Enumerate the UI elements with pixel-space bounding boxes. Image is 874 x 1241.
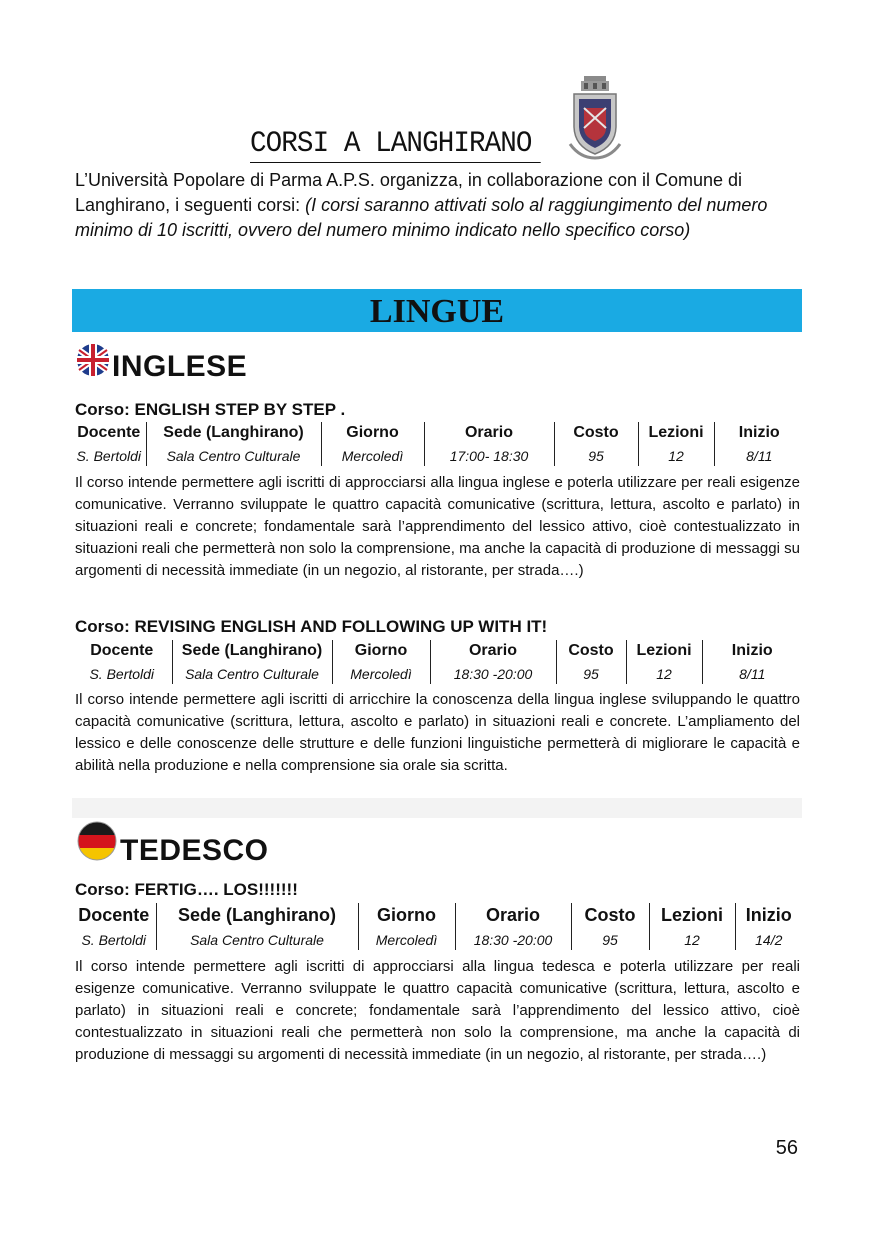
cell-inizio: 14/2: [755, 932, 783, 948]
cell-costo: 95: [554, 446, 638, 466]
header-docente: Docente: [72, 903, 156, 930]
course-name: Corso: FERTIG…. LOS!!!!!!!: [75, 880, 298, 899]
cell-inizio: 8/11: [746, 448, 773, 464]
cell-orario: 17:00- 18:30: [424, 446, 554, 466]
header-lezioni: Lezioni: [638, 422, 714, 446]
section-band-lingue: LINGUE: [72, 289, 802, 332]
table-row: [72, 930, 802, 950]
header-sede: Sede (Langhirano): [146, 422, 321, 446]
cell-docente: S. Bertoldi: [72, 446, 146, 466]
page-title: CORSI A LANGHIRANO: [250, 126, 541, 163]
header-orario: Orario: [455, 903, 571, 930]
course-info-table: [72, 640, 802, 684]
intro-text: L’Università Popolare di Parma A.P.S. organizza, in collaborazione con il Comune di Langhirano, i seguenti corsi:: [75, 170, 743, 215]
header-sede: Sede (Langhirano): [156, 903, 358, 930]
table-row: [72, 446, 804, 466]
cell-docente: S. Bertoldi: [72, 664, 172, 684]
course-name: Corso: REVISING ENGLISH AND FOLLOWING UP WITH IT!: [75, 617, 548, 636]
header-giorno: Giorno: [321, 422, 424, 446]
header-docente: Docente: [72, 640, 172, 664]
header-orario: Orario: [424, 422, 554, 446]
header-sede: Sede (Langhirano): [172, 640, 332, 664]
header-giorno: Giorno: [358, 903, 455, 930]
course-info-table: [72, 903, 802, 950]
course-name: Corso: ENGLISH STEP BY STEP .: [75, 400, 346, 419]
cell-orario: 18:30 -20:00: [430, 664, 556, 684]
header-inizio: Inizio: [738, 424, 780, 441]
header-docente: Docente: [72, 422, 146, 446]
uk-flag-icon: [76, 342, 110, 378]
page-number: 56: [775, 1137, 798, 1159]
header-lezioni: Lezioni: [626, 640, 702, 664]
intro-note: (I corsi saranno attivati solo al raggiungimento del numero minimo di 10 iscritti, ovvero del numero minimo indicato nello specifico corso): [75, 195, 768, 240]
cell-sede: Sala Centro Culturale: [156, 930, 358, 950]
course-description: Il corso intende permettere agli iscritti di approcciarsi alla lingua inglese e poterla utilizzare per reali esigenze comunicative. Verranno sviluppate le quattro capacità comunicative (scrittura, lettura, ascolto e parlato) in situazioni reali e concrete; fondamentale sarà l’apprendimento del lessico attivo, cioè contestualizzato in situazioni reali che permetterà non solo la comprensione, ma anche la capacità di produzione di messaggi su argomenti di necessità immediate (in un negozio, al ristorante, per strada….): [75, 474, 800, 579]
header-lezioni: Lezioni: [649, 903, 735, 930]
cell-docente: S. Bertoldi: [72, 930, 156, 950]
cell-lezioni: 12: [649, 930, 735, 950]
municipal-crest-icon: [566, 74, 624, 160]
course-info-table: [72, 422, 804, 466]
language-title-inglese: INGLESE: [112, 350, 248, 383]
header-orario: Orario: [430, 640, 556, 664]
header-costo: Costo: [556, 640, 626, 664]
section-divider: [72, 798, 802, 818]
cell-giorno: Mercoledì: [332, 664, 430, 684]
cell-orario: 18:30 -20:00: [455, 930, 571, 950]
cell-inizio: 8/11: [739, 666, 766, 682]
header-costo: Costo: [554, 422, 638, 446]
language-title-tedesco: TEDESCO: [120, 834, 269, 867]
table-row: [72, 664, 802, 684]
cell-lezioni: 12: [626, 664, 702, 684]
cell-giorno: Mercoledì: [358, 930, 455, 950]
header-inizio: Inizio: [731, 642, 773, 659]
cell-giorno: Mercoledì: [321, 446, 424, 466]
intro-paragraph: [75, 168, 815, 243]
cell-sede: Sala Centro Culturale: [172, 664, 332, 684]
header-costo: Costo: [571, 903, 649, 930]
header-inizio: Inizio: [745, 905, 792, 925]
header-giorno: Giorno: [332, 640, 430, 664]
cell-sede: Sala Centro Culturale: [146, 446, 321, 466]
germany-flag-icon: [76, 820, 118, 862]
cell-costo: 95: [556, 664, 626, 684]
course-description: Il corso intende permettere agli iscritti di arricchire la conoscenza della lingua inglese sviluppando le quattro capacità comunicative (scrittura, lettura, ascolto e parlato) in situazioni reali e concrete. L’ampliamento del lessico e delle conoscenze delle strutture e delle funzioni linguistiche permetterà di migliorare le capacità e abilità nella produzione e nella comprensione sia orale sia scritta.: [75, 691, 800, 774]
course-description: Il corso intende permettere agli iscritti di approcciarsi alla lingua tedesca e poterla utilizzare per reali esigenze comunicative. Verranno sviluppate le quattro capacità comunicative (scrittura, lettura, ascolto e parlato) in situazioni reali e concrete; fondamentale sarà l’apprendimento del lessico attivo, cioè contestualizzato in situazioni reali che permetterà non solo la comprensione, ma anche la capacità di produzione di messaggi su argomenti di necessità immediate (in un negozio, al ristorante, per strada….): [75, 958, 800, 1063]
cell-lezioni: 12: [638, 446, 714, 466]
cell-costo: 95: [571, 930, 649, 950]
